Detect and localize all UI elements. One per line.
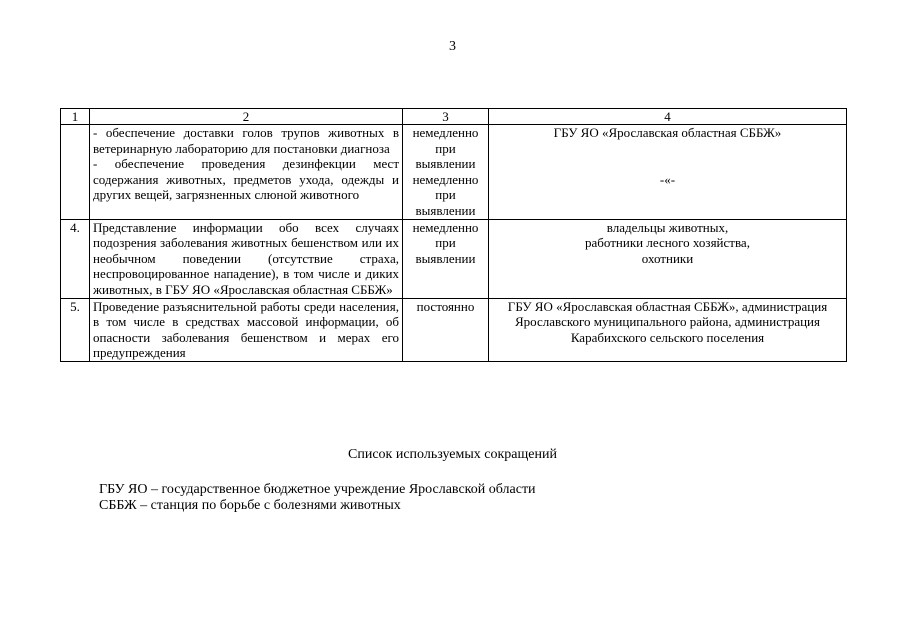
header-col-3: 3 <box>403 109 489 125</box>
responsible-cell <box>489 298 847 361</box>
table-header-row <box>61 109 847 125</box>
responsible-text: ГБУ ЯО «Ярославская областная СББЖ», администрация Ярославского муниципального района, администрация Карабихского сельского поселения <box>507 298 828 345</box>
responsible-cell <box>489 219 847 298</box>
term-cell <box>403 298 489 361</box>
responsible-text: охотники <box>641 250 694 266</box>
measure-text: - обеспечение проведения дезинфекции мест содержания животных, предметов ухода, одежды и других вещей, загрязненных слюной животного <box>93 156 399 203</box>
header-col-4: 4 <box>489 109 847 125</box>
abbreviation-item: СББЖ – станция по борьбе с болезнями животных <box>99 498 401 513</box>
term-text: немедленно при выявлении <box>412 171 479 218</box>
row-number: 4. <box>61 219 90 298</box>
term-text: постоянно <box>416 298 475 314</box>
cell-spacer <box>492 141 843 172</box>
header-col-1: 1 <box>61 109 90 125</box>
responsible-text: ГБУ ЯО «Ярославская областная СББЖ» <box>553 125 782 140</box>
term-text: немедленно при выявлении <box>412 125 479 172</box>
responsible-text: -«- <box>659 171 676 187</box>
measure-cell <box>90 125 403 220</box>
measure-cell <box>90 298 403 361</box>
measure-cell <box>90 219 403 298</box>
abbreviations-title: Список используемых сокращений <box>348 447 557 462</box>
row-number <box>61 125 90 220</box>
responsible-text: владельцы животных, <box>606 219 729 235</box>
responsible-text: работники лесного хозяйства, <box>585 235 750 251</box>
measure-text: Проведение разъяснительной работы среди населения, в том числе в средствах массовой информации, об опасности заболевания бешенством и мерах его предупреждения <box>93 298 399 361</box>
table-row <box>61 219 847 298</box>
row-number: 5. <box>61 298 90 361</box>
term-text: немедленно при выявлении <box>412 219 479 266</box>
term-cell <box>403 219 489 298</box>
measure-text: - обеспечение доставки голов трупов животных в ветеринарную лабораторию для постановки диагноза <box>93 125 399 156</box>
table-row <box>61 298 847 361</box>
term-cell <box>403 125 489 220</box>
header-col-2: 2 <box>90 109 403 125</box>
abbreviation-item: ГБУ ЯО – государственное бюджетное учреждение Ярославской области <box>99 482 536 497</box>
table-row <box>61 125 847 220</box>
measures-table <box>60 108 847 362</box>
responsible-cell <box>489 125 847 220</box>
page-number: 3 <box>449 39 456 54</box>
measure-text: Представление информации обо всех случаях подозрения заболевания животных бешенством или их необычном поведении (отсутствие страха, неспровоцированное нападение), в том числе и диких животных, в ГБУ ЯО «Ярославская областная СББЖ» <box>93 219 399 297</box>
